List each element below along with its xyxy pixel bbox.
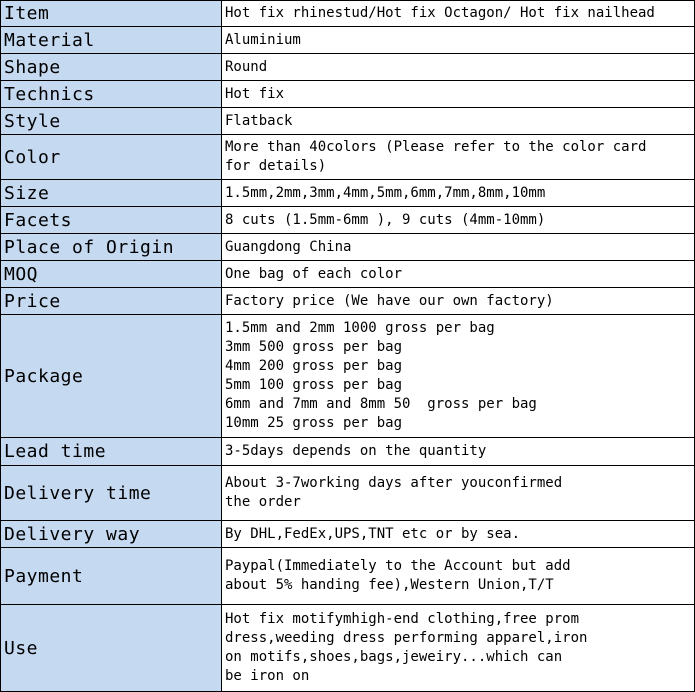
row-value bbox=[222, 81, 695, 108]
row-value bbox=[222, 135, 695, 180]
value-line: 6mm and 7mm and 8mm 50 gross per bag bbox=[225, 396, 537, 412]
row-value bbox=[222, 27, 695, 54]
table-row bbox=[1, 54, 695, 81]
value-line: One bag of each color bbox=[225, 265, 403, 282]
row-value bbox=[222, 180, 695, 207]
row-value bbox=[222, 438, 695, 466]
value-line: Round bbox=[225, 58, 268, 75]
value-line: 8 cuts (1.5mm-6mm ), 9 cuts (4mm-10mm) bbox=[225, 211, 546, 228]
value-line: about 5% handing fee),Western Union,T/T bbox=[225, 577, 554, 593]
row-label: Delivery time bbox=[1, 466, 222, 521]
row-label: Size bbox=[1, 180, 222, 207]
row-value bbox=[222, 288, 695, 315]
value-line: 3-5days depends on the quantity bbox=[225, 443, 487, 459]
table-row bbox=[1, 27, 695, 54]
value-line: the order bbox=[225, 494, 301, 510]
value-line: Hot fix bbox=[225, 85, 285, 102]
row-value bbox=[222, 548, 695, 605]
value-line: By DHL,FedEx,UPS,TNT etc or by sea. bbox=[225, 525, 521, 542]
table-row bbox=[1, 466, 695, 521]
row-label: Use bbox=[1, 605, 222, 692]
row-value bbox=[222, 261, 695, 288]
row-label: Color bbox=[1, 135, 222, 180]
row-label: Place of Origin bbox=[1, 234, 222, 261]
row-label: Material bbox=[1, 27, 222, 54]
row-label: Shape bbox=[1, 54, 222, 81]
row-value bbox=[222, 234, 695, 261]
table-row bbox=[1, 521, 695, 548]
table-row bbox=[1, 81, 695, 108]
value-line: Flatback bbox=[225, 112, 293, 129]
value-line: Factory price (We have our own factory) bbox=[225, 292, 554, 309]
table-row bbox=[1, 108, 695, 135]
row-label: MOQ bbox=[1, 261, 222, 288]
row-label: Lead time bbox=[1, 438, 222, 466]
table-row bbox=[1, 135, 695, 180]
value-line: Aluminium bbox=[225, 31, 301, 48]
row-value bbox=[222, 315, 695, 438]
row-value bbox=[222, 605, 695, 692]
row-label: Item bbox=[1, 1, 222, 27]
value-line: 5mm 100 gross per bag bbox=[225, 377, 403, 393]
row-value bbox=[222, 54, 695, 81]
row-label: Payment bbox=[1, 548, 222, 605]
table-row bbox=[1, 1, 695, 27]
value-line: 1.5mm,2mm,3mm,4mm,5mm,6mm,7mm,8mm,10mm bbox=[225, 184, 546, 201]
value-line: Hot fix rhinestud/Hot fix Octagon/ Hot fix nailhead bbox=[225, 5, 655, 21]
value-line: More than 40colors (Please refer to the color card bbox=[225, 139, 647, 155]
row-value bbox=[222, 521, 695, 548]
value-line: on motifs,shoes,bags,jeweiry...which can bbox=[225, 649, 563, 665]
table-row bbox=[1, 207, 695, 234]
value-line: be iron on bbox=[225, 668, 310, 684]
value-line: 1.5mm and 2mm 1000 gross per bag bbox=[225, 320, 495, 336]
value-line: Hot fix motifymhigh-end clothing,free prom bbox=[225, 611, 580, 627]
row-label: Package bbox=[1, 315, 222, 438]
table-row bbox=[1, 288, 695, 315]
row-label: Facets bbox=[1, 207, 222, 234]
value-line: for details) bbox=[225, 158, 327, 174]
row-label: Technics bbox=[1, 81, 222, 108]
table-row bbox=[1, 548, 695, 605]
value-line: 4mm 200 gross per bag bbox=[225, 358, 403, 374]
spec-table-body bbox=[1, 1, 695, 692]
row-value bbox=[222, 207, 695, 234]
row-value bbox=[222, 1, 695, 27]
table-row bbox=[1, 234, 695, 261]
table-row bbox=[1, 180, 695, 207]
row-label: Style bbox=[1, 108, 222, 135]
value-line: About 3-7working days after youconfirmed bbox=[225, 475, 563, 491]
table-row bbox=[1, 605, 695, 692]
value-line: Guangdong China bbox=[225, 238, 352, 255]
row-label: Price bbox=[1, 288, 222, 315]
table-row bbox=[1, 261, 695, 288]
value-line: 3mm 500 gross per bag bbox=[225, 339, 403, 355]
table-row bbox=[1, 315, 695, 438]
row-value bbox=[222, 108, 695, 135]
value-line: Paypal(Immediately to the Account but add bbox=[225, 558, 571, 574]
value-line: 10mm 25 gross per bag bbox=[225, 415, 403, 431]
row-value bbox=[222, 466, 695, 521]
value-line: dress,weeding dress performing apparel,iron bbox=[225, 630, 588, 646]
row-label: Delivery way bbox=[1, 521, 222, 548]
table-row bbox=[1, 438, 695, 466]
